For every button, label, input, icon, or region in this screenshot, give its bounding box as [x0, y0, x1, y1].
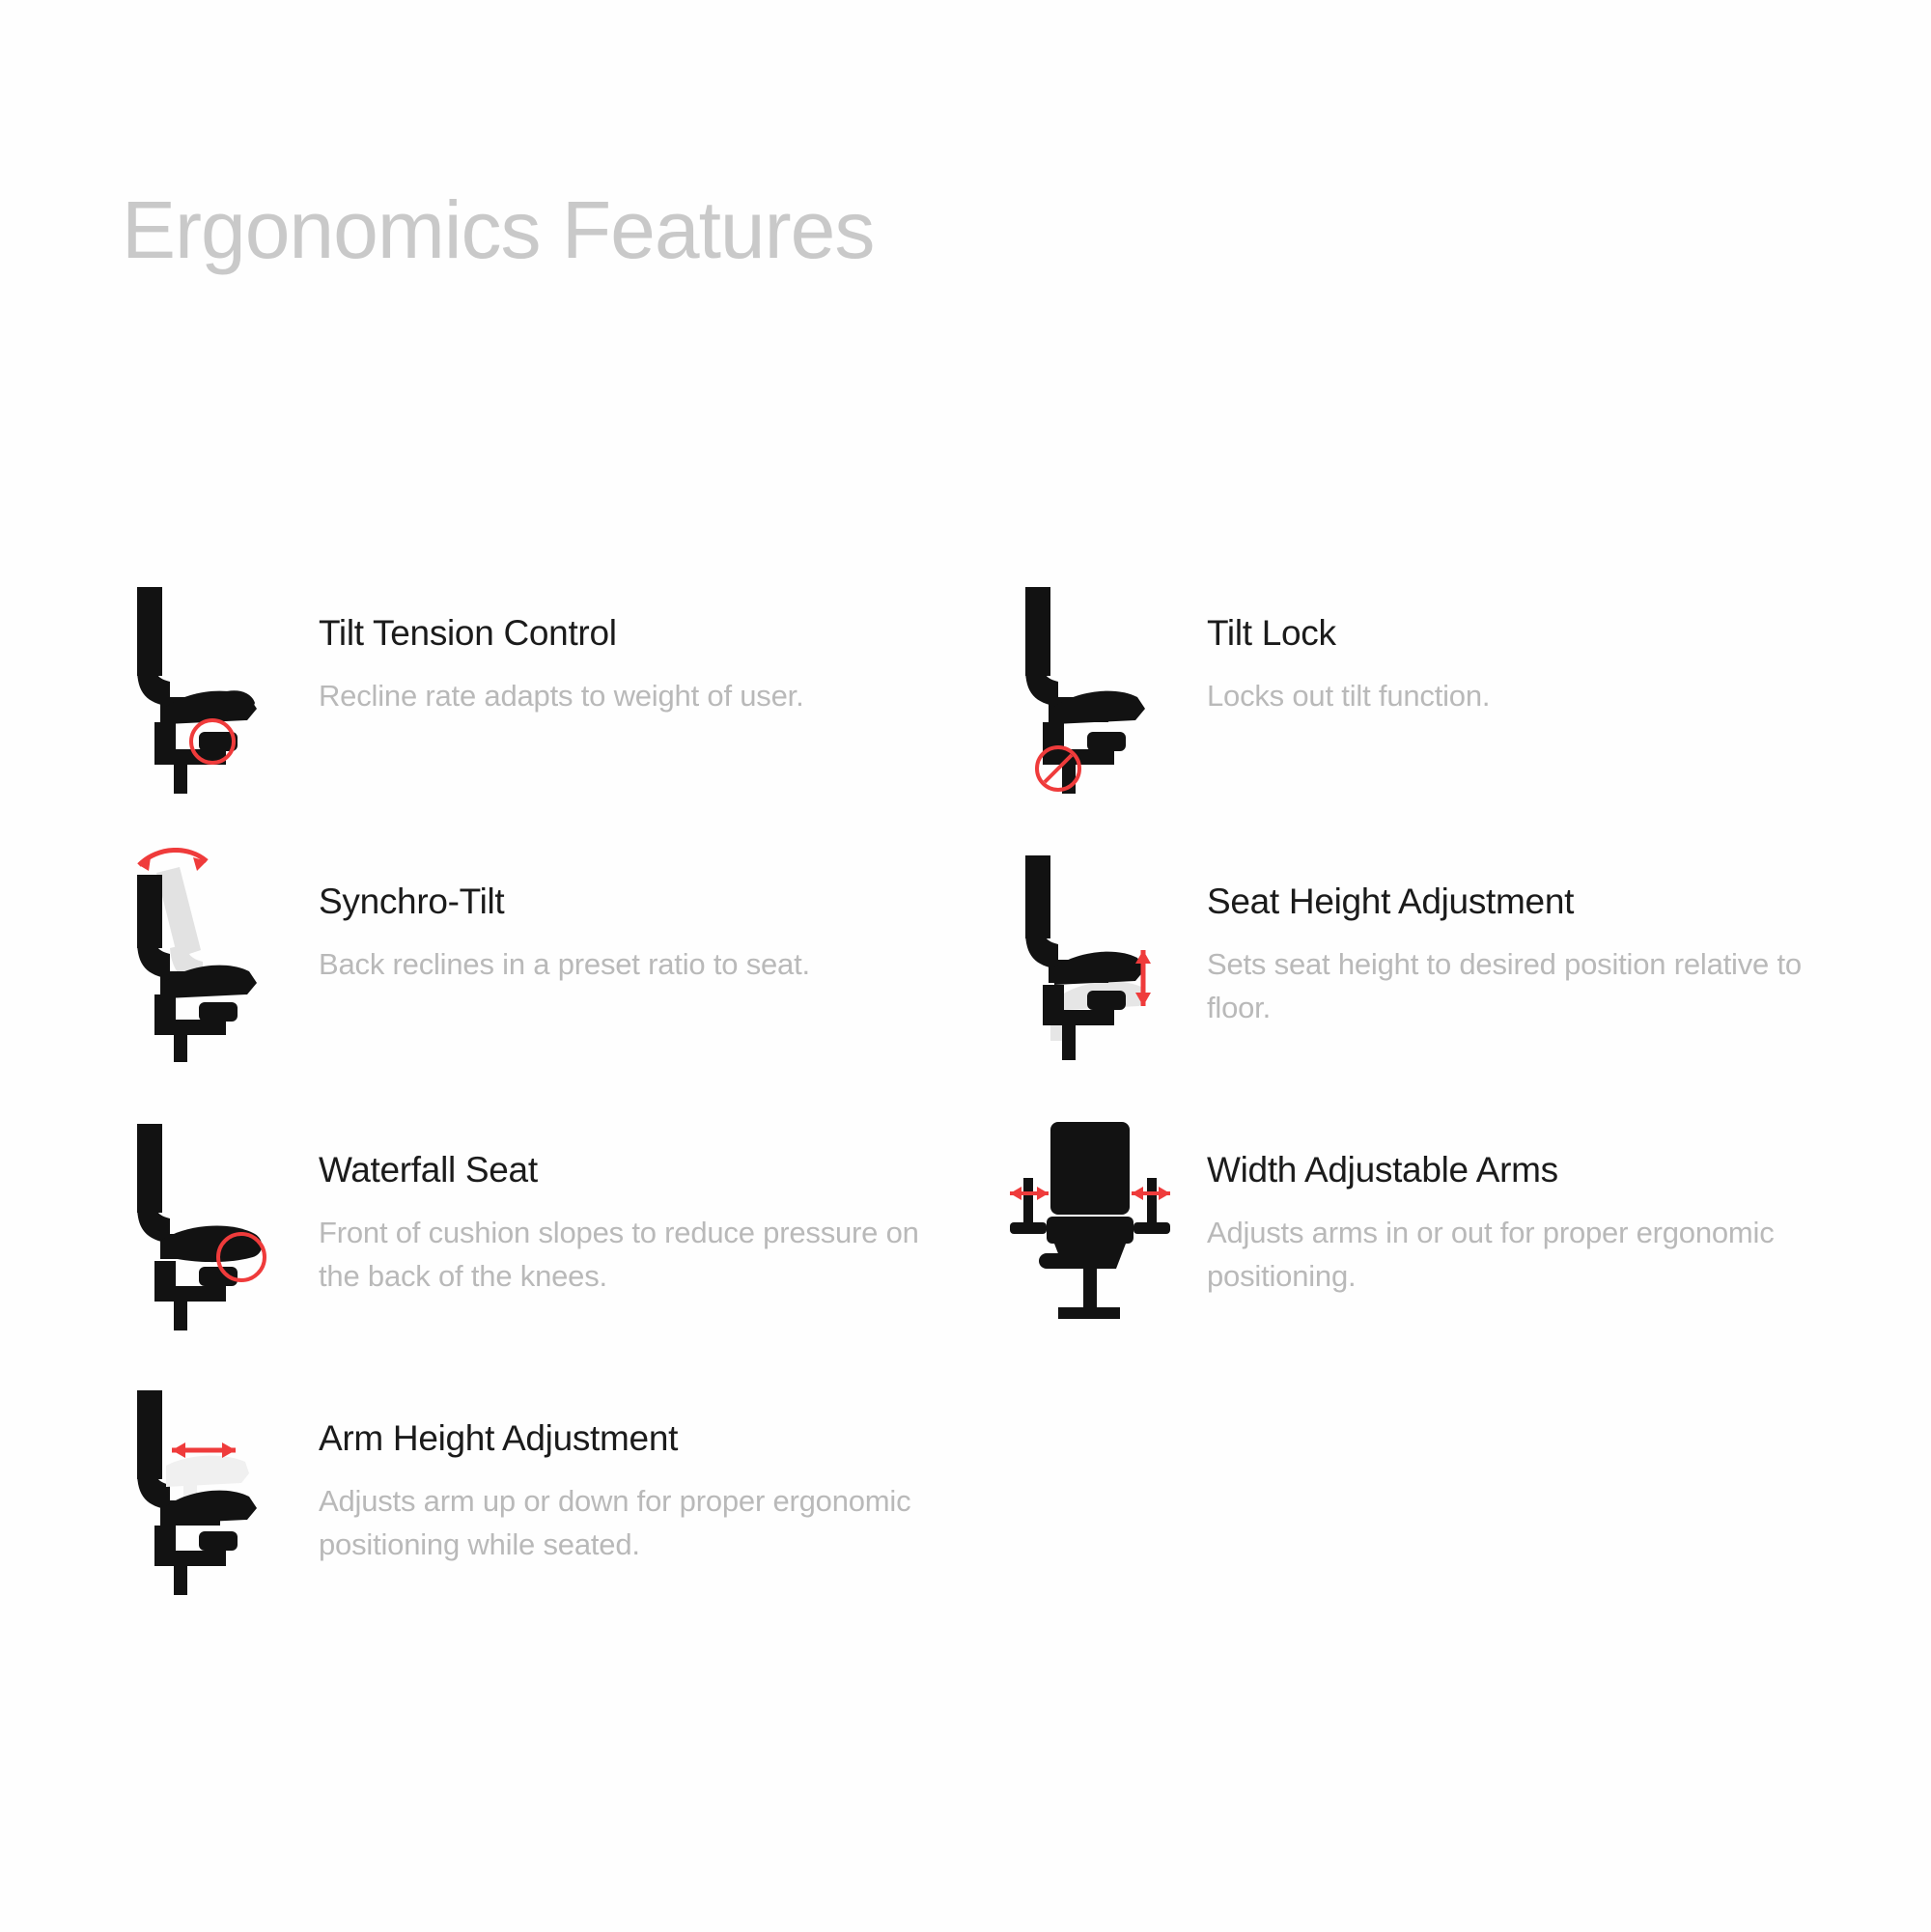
feature-title: Arm Height Adjustment — [319, 1418, 679, 1458]
feature-description: Back reclines in a preset ratio to seat. — [319, 946, 810, 981]
features-column-right — [1004, 579, 1873, 1338]
office-chair-side-seat-height-icon — [1004, 848, 1207, 1070]
feature-description: Adjusts arm up or down for proper ergonomic positioning while seated. — [319, 1483, 911, 1561]
feature-arm-height-adjustment — [116, 1385, 985, 1607]
feature-description: Locks out tilt function. — [1207, 678, 1491, 713]
feature-synchro-tilt — [116, 848, 985, 1070]
feature-title: Waterfall Seat — [319, 1150, 538, 1190]
feature-width-adjustable-arms — [1004, 1116, 1873, 1338]
office-chair-side-waterfall-seat-icon — [116, 1116, 319, 1338]
office-chair-side-arm-height-icon — [116, 1385, 319, 1607]
feature-description: Recline rate adapts to weight of user. — [319, 678, 804, 713]
feature-text — [319, 848, 810, 987]
feature-description: Front of cushion slopes to reduce pressure on the back of the knees. — [319, 1215, 919, 1293]
feature-title: Tilt Lock — [1207, 613, 1336, 653]
feature-text — [319, 579, 803, 718]
page-title: Ergonomics Features — [122, 184, 875, 276]
feature-title: Synchro-Tilt — [319, 882, 505, 921]
office-chair-side-tilt-lock-icon — [1004, 579, 1207, 801]
feature-text — [319, 1385, 937, 1567]
feature-text — [1207, 848, 1844, 1030]
feature-text — [1207, 1116, 1844, 1299]
feature-text — [1207, 579, 1490, 718]
office-chair-side-tilt-tension-icon — [116, 579, 319, 801]
feature-tilt-tension-control — [116, 579, 985, 801]
office-chair-side-synchro-tilt-icon — [116, 848, 319, 1070]
features-column-left — [116, 579, 985, 1607]
feature-text — [319, 1116, 937, 1299]
feature-tilt-lock — [1004, 579, 1873, 801]
feature-title: Tilt Tension Control — [319, 613, 617, 653]
feature-description: Adjusts arms in or out for proper ergonomic positioning. — [1207, 1215, 1775, 1293]
feature-title: Width Adjustable Arms — [1207, 1150, 1558, 1190]
feature-seat-height-adjustment — [1004, 848, 1873, 1070]
office-chair-front-width-arms-icon — [1004, 1116, 1207, 1338]
feature-description: Sets seat height to desired position relative to floor. — [1207, 946, 1802, 1024]
feature-waterfall-seat — [116, 1116, 985, 1338]
feature-title: Seat Height Adjustment — [1207, 882, 1575, 921]
